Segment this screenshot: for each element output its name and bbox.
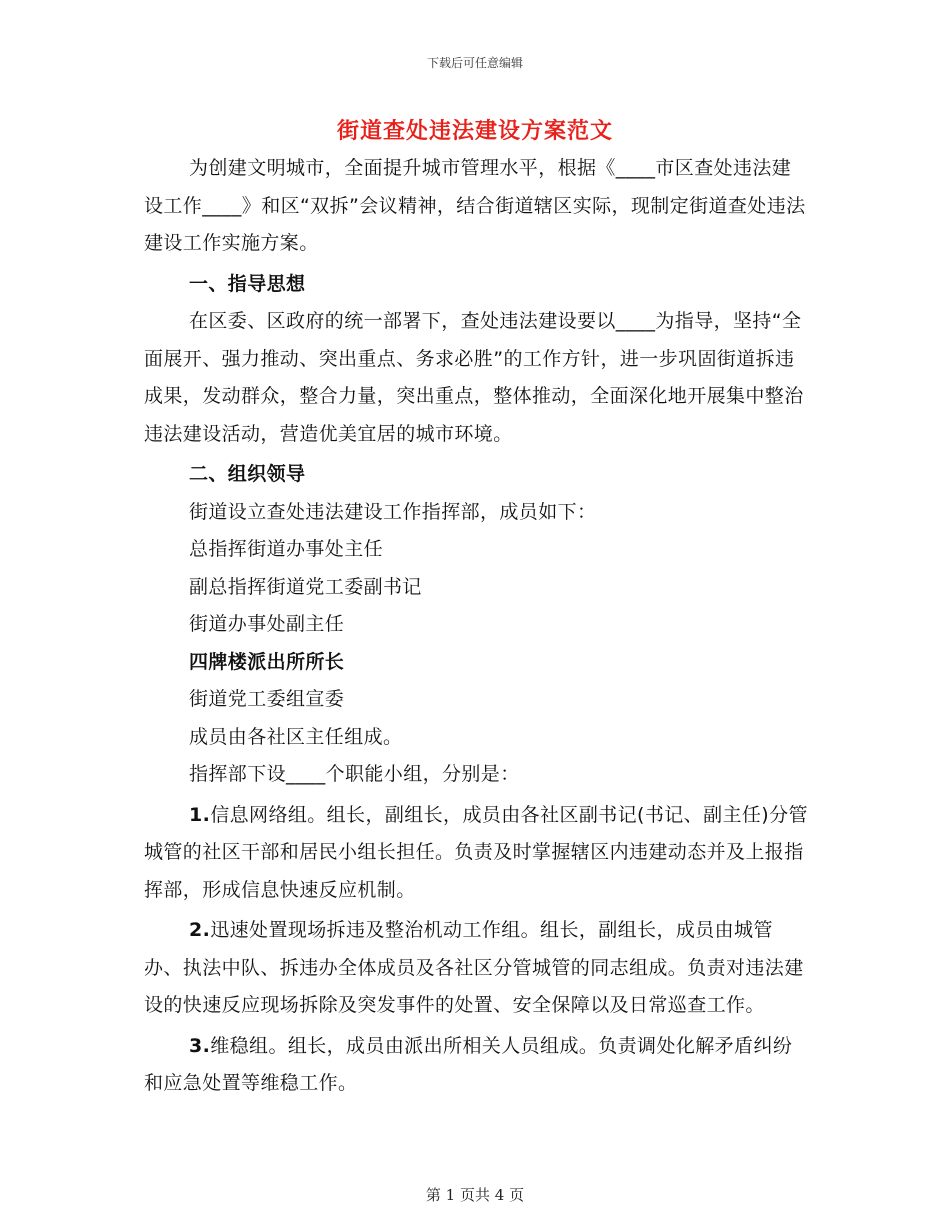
document-body [144,150,808,1103]
group-paragraph [144,1028,808,1103]
organization-line: 四牌楼派出所所长 [189,650,345,673]
header-note: 下载后可任意编辑 [426,56,523,70]
organization-line: 指挥部下设____个职能小组，分别是： [189,763,520,785]
organization-line: 街道党工委组宣委 [189,688,345,710]
page-footer: 第 1 页共 4 页 [425,1186,525,1204]
group-text: 迅速处置现场拆违及整治机动工作组。组长，副组长，成员由城管办、执法中队、拆违办全体成员及各社区分管城管的同志组成。负责对违法建设的快速反应现场拆除及突发事件的处置、安全保障以及日常巡查工作。 [144,919,804,1016]
organization-line: 副总指挥街道党工委副书记 [189,575,422,598]
organization-line: 街道办事处副主任 [189,613,345,635]
document-title: 街道查处违法建设方案范文 [336,119,613,144]
organization-line: 成员由各社区主任组成。 [189,725,403,748]
guiding-ideology-paragraph: 在区委、区政府的统一部署下，查处违法建设要以____为指导，坚持“全面展开、强力推动、突出重点、务求必胜”的工作方针，进一步巩固街道拆违成果，发动群众，整合力量，突出重点，整体推动，全面深化地开展集中整治违法建设活动，营造优美宜居的城市环境。 [144,310,804,445]
group-number: 2. [189,919,211,941]
intro-paragraph: 为创建文明城市，全面提升城市管理水平，根据《____市区查处违法建设工作____》和区“双拆”会议精神，结合街道辖区实际，现制定街道查处违法建设工作实施方案。 [144,157,806,254]
section-heading-organization: 二、组织领导 [189,463,306,485]
group-number: 1. [189,803,211,826]
section-heading-guiding-ideology: 一、指导思想 [189,272,306,295]
group-paragraph [144,912,808,1025]
group-number: 3. [189,1034,211,1057]
organization-line: 总指挥街道办事处主任 [189,538,384,560]
organization-line: 街道设立查处违法建设工作指挥部，成员如下： [189,500,597,523]
group-text: 信息网络组。组长，副组长，成员由各社区副书记(书记、副主任)分管城管的社区干部和居民小组长担任。负责及时掌握辖区内违建动态并及上报指挥部，形成信息快速反应机制。 [144,803,808,901]
group-text: 维稳组。组长，成员由派出所相关人员组成。负责调处化解矛盾纠纷和应急处置等维稳工作。 [144,1034,793,1094]
group-paragraph [144,797,808,910]
